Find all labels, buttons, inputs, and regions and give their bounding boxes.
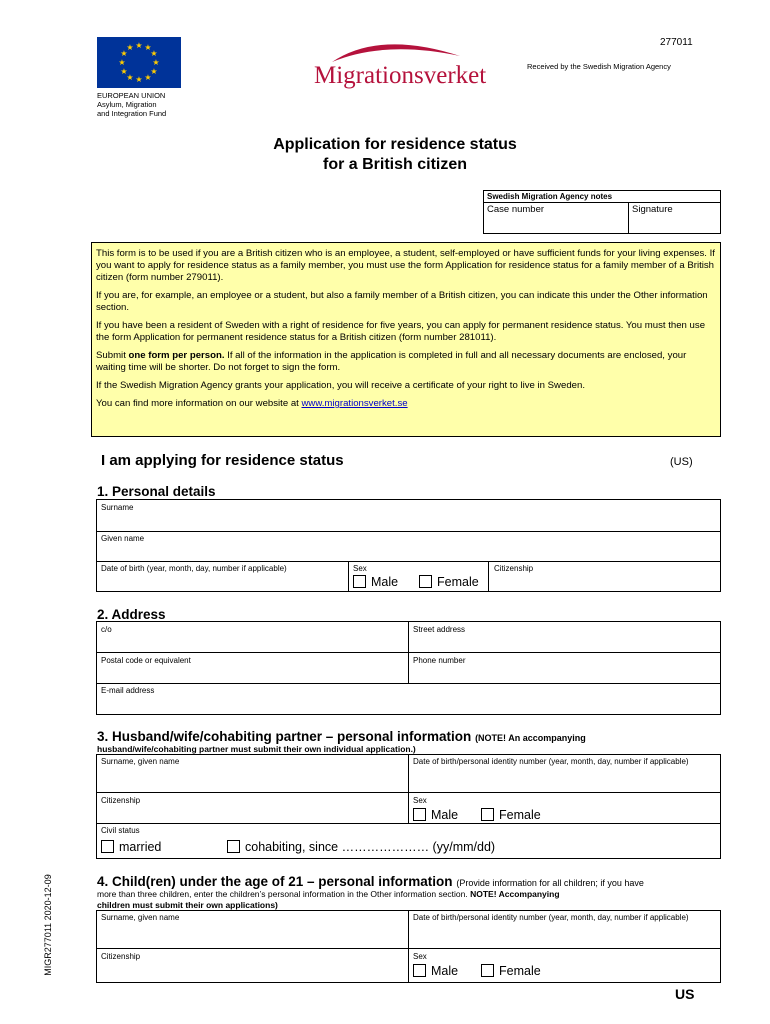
footer-code: US bbox=[675, 986, 695, 1002]
eu-flag bbox=[97, 37, 181, 88]
child-sex-female-option[interactable]: Female bbox=[481, 964, 541, 978]
svg-text:★: ★ bbox=[144, 73, 152, 82]
svg-text:★: ★ bbox=[118, 58, 126, 67]
side-form-code: MIGR277011 2020-12-09 bbox=[43, 874, 53, 976]
svg-text:★: ★ bbox=[135, 41, 143, 50]
svg-text:★: ★ bbox=[120, 67, 128, 76]
svg-text:★: ★ bbox=[144, 43, 152, 52]
section-4-note: more than three children, enter the children’s personal information in the Other information section. NOTE! Accompanying children must submit their own applications) bbox=[97, 889, 560, 910]
cohabiting-checkbox[interactable] bbox=[227, 840, 240, 853]
partner-sex-male-option[interactable]: Male bbox=[413, 808, 458, 822]
partner-dob-field[interactable]: Date of birth/personal identity number (year, month, day, number if applicable) bbox=[413, 757, 689, 766]
info-p5: If the Swedish Migration Agency grants your application, you will receive a certificate of your right to live in Sweden. bbox=[96, 380, 585, 391]
address-box bbox=[96, 621, 721, 715]
case-number-field[interactable]: Case number bbox=[487, 204, 545, 215]
sex-female-option[interactable]: Female bbox=[419, 575, 479, 589]
section-4-title: 4. Child(ren) under the age of 21 – personal information (Provide information for all children; if you have bbox=[97, 874, 644, 889]
signature-field[interactable]: Signature bbox=[632, 204, 673, 215]
agency-notes-box bbox=[483, 190, 721, 234]
child-female-checkbox[interactable] bbox=[481, 964, 494, 977]
child-dob-field[interactable]: Date of birth/personal identity number (year, month, day, number if applicable) bbox=[413, 913, 689, 922]
email-field[interactable]: E-mail address bbox=[101, 686, 155, 695]
info-p2: If you are, for example, an employee or a student, but also a family member of a British citizen, you can indicate this under the Other information section. bbox=[96, 290, 708, 313]
postal-code-field[interactable]: Postal code or equivalent bbox=[101, 656, 191, 665]
co-field[interactable]: c/o bbox=[101, 625, 112, 634]
children-box bbox=[96, 910, 721, 983]
form-number: 277011 bbox=[660, 37, 693, 48]
svg-text:★: ★ bbox=[150, 67, 158, 76]
partner-sex-label: Sex bbox=[413, 796, 427, 805]
child-sex-male-option[interactable]: Male bbox=[413, 964, 458, 978]
eu-label: EUROPEAN UNION Asylum, Migration and Integration Fund bbox=[97, 91, 167, 118]
child-sex-label: Sex bbox=[413, 952, 427, 961]
agency-logo bbox=[310, 34, 490, 94]
child-citizenship-field[interactable]: Citizenship bbox=[101, 952, 141, 961]
svg-text:★: ★ bbox=[135, 75, 143, 84]
applying-heading: I am applying for residence status bbox=[101, 452, 344, 469]
partner-citizenship-field[interactable]: Citizenship bbox=[101, 796, 141, 805]
agency-notes-heading: Swedish Migration Agency notes bbox=[487, 192, 613, 201]
section-3-note: husband/wife/cohabiting partner must submit their own individual application.) bbox=[97, 744, 416, 754]
section-3-title: 3. Husband/wife/cohabiting partner – personal information (NOTE! An accompanying bbox=[97, 729, 586, 744]
info-p1: This form is to be used if you are a British citizen who is an employee, a student, self-employed or have sufficient funds for your living expenses. If you want to apply for residence status as a family member, you must use the form Application for residence status for a family member of a British citizen (form number 279011). bbox=[96, 248, 715, 283]
info-p6: You can find more information on our website at www.migrationsverket.se bbox=[96, 398, 408, 409]
personal-details-box bbox=[96, 499, 721, 592]
page-title: Application for residence status for a British citizen bbox=[273, 136, 517, 173]
partner-surname-field[interactable]: Surname, given name bbox=[101, 757, 180, 766]
info-p3: If you have been a resident of Sweden with a right of residence for five years, you can apply for permanent residence status. You must then use the form Application for permanent residence status for a British citizen (form number 281011). bbox=[96, 320, 706, 343]
website-link[interactable]: www.migrationsverket.se bbox=[301, 398, 408, 409]
partner-box bbox=[96, 754, 721, 859]
svg-text:★: ★ bbox=[120, 49, 128, 58]
section-1-title: 1. Personal details bbox=[97, 484, 216, 499]
agency-logo-text: Migrationsverket bbox=[314, 62, 487, 89]
female-checkbox[interactable] bbox=[419, 575, 432, 588]
partner-male-checkbox[interactable] bbox=[413, 808, 426, 821]
partner-sex-female-option[interactable]: Female bbox=[481, 808, 541, 822]
male-checkbox[interactable] bbox=[353, 575, 366, 588]
section-2-title: 2. Address bbox=[97, 607, 166, 622]
svg-text:★: ★ bbox=[152, 58, 160, 67]
info-p4: Submit one form per person. If all of the information in the application is completed in full and all necessary documents are enclosed, your waiting time will be shorter. Do not forget to sign the form. bbox=[96, 350, 687, 373]
applying-code: (US) bbox=[670, 456, 693, 468]
given-name-field[interactable]: Given name bbox=[101, 534, 145, 543]
svg-text:★: ★ bbox=[126, 73, 134, 82]
child-surname-field[interactable]: Surname, given name bbox=[101, 913, 180, 922]
surname-field[interactable]: Surname bbox=[101, 503, 134, 512]
phone-number-field[interactable]: Phone number bbox=[413, 656, 466, 665]
civil-cohabiting-option[interactable]: cohabiting, since ………………… (yy/mm/dd) bbox=[227, 840, 495, 854]
date-of-birth-field[interactable]: Date of birth (year, month, day, number if applicable) bbox=[101, 564, 287, 573]
sex-male-option[interactable]: Male bbox=[353, 575, 398, 589]
citizenship-field[interactable]: Citizenship bbox=[494, 564, 534, 573]
street-address-field[interactable]: Street address bbox=[413, 625, 466, 634]
info-box bbox=[91, 242, 721, 437]
eu-stars-icon bbox=[97, 37, 181, 88]
svg-text:★: ★ bbox=[126, 43, 134, 52]
civil-married-option[interactable]: married bbox=[101, 840, 161, 854]
child-male-checkbox[interactable] bbox=[413, 964, 426, 977]
agency-arc-icon bbox=[310, 34, 490, 64]
married-checkbox[interactable] bbox=[101, 840, 114, 853]
partner-female-checkbox[interactable] bbox=[481, 808, 494, 821]
svg-text:★: ★ bbox=[150, 49, 158, 58]
sex-label: Sex bbox=[353, 564, 367, 573]
civil-status-label: Civil status bbox=[101, 826, 140, 835]
received-label: Received by the Swedish Migration Agency bbox=[527, 62, 671, 71]
